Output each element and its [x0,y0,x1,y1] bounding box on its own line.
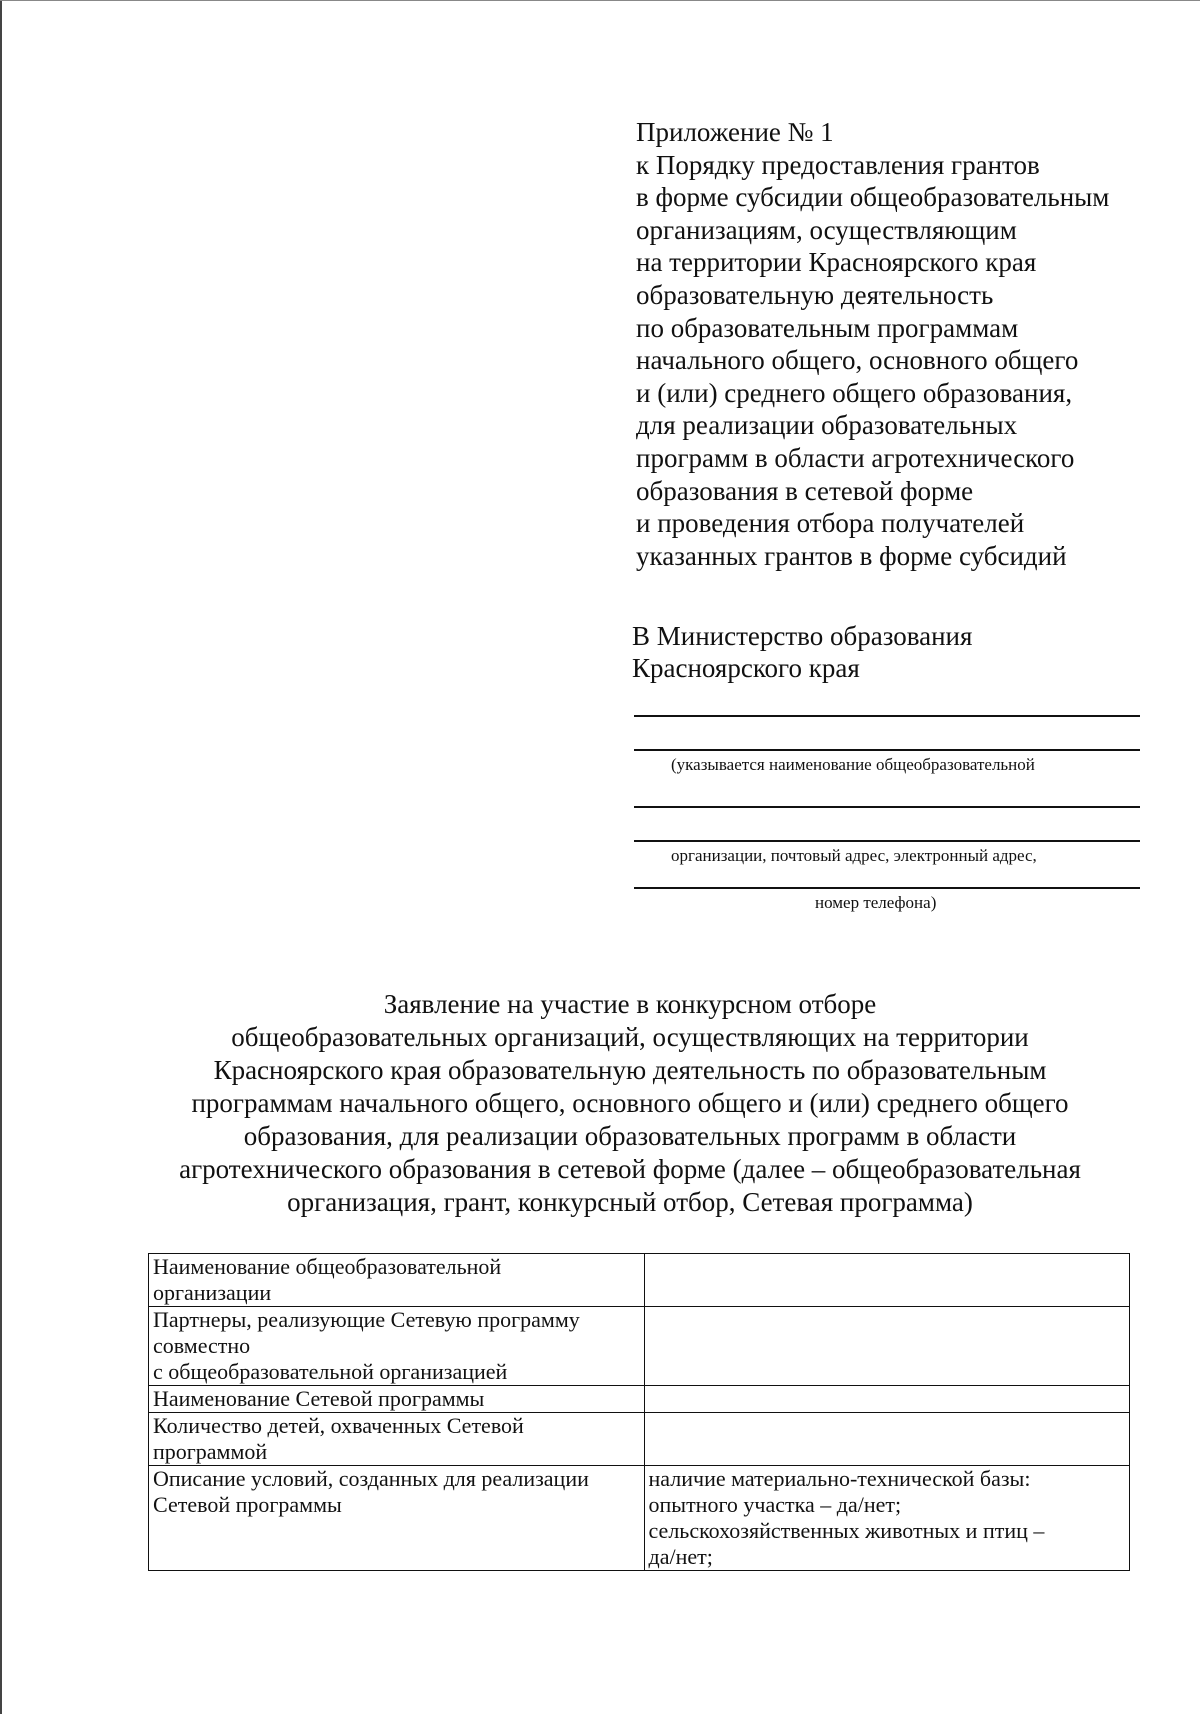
appendix-line: образования в сетевой форме [636,475,974,506]
application-table [148,1253,1130,1571]
statement-line: организация, грант, конкурсный отбор, Сетевая программа) [287,1187,973,1217]
row-label-cell [149,1307,645,1386]
cell-text: Сетевой программы [153,1492,342,1517]
appendix-line: программ в области агротехнического [636,442,1075,473]
row-label-cell [149,1466,645,1571]
cell-text: Количество детей, охваченных Сетевой [153,1413,524,1438]
statement-title [130,988,1130,1219]
appendix-line: для реализации образовательных [636,410,1018,441]
appendix-line: указанных грантов в форме субсидий [636,540,1067,571]
cell-text: да/нет; [648,1544,713,1569]
statement-line: общеобразовательных организаций, осуществляющих на территории [231,1022,1029,1052]
fill-line-3 [634,806,1140,808]
cell-text: программой [153,1439,268,1464]
appendix-line: в форме субсидии общеобразовательным [636,182,1110,213]
appendix-line: организациям, осуществляющим [636,214,1017,245]
recipient-line: Красноярского края [632,653,860,683]
statement-line: агротехнического образования в сетевой форме (далее – общеобразовательная [179,1154,1081,1184]
hint-organization-name: (указывается наименование общеобразовательной [671,755,1035,774]
row-label-cell [149,1386,645,1413]
cell-text: с общеобразовательной организацией [153,1359,508,1384]
row-value-cell[interactable] [644,1386,1129,1413]
row-label-cell [149,1413,645,1466]
fill-line-4 [634,840,1140,842]
appendix-line: и проведения отбора получателей [636,508,1025,539]
statement-line: программам начального общего, основного общего и (или) среднего общего [191,1088,1069,1118]
cell-text: Партнеры, реализующие Сетевую программу [153,1307,580,1332]
table-row [149,1413,1130,1466]
hint-address: организации, почтовый адрес, электронный адрес, [671,846,1037,865]
appendix-line: образовательную деятельность [636,279,994,310]
cell-text: наличие материально-технической базы: [648,1466,1031,1491]
scan-edge-top [0,0,1200,1]
fill-line-5 [634,887,1140,889]
statement-line: Красноярского края образовательную деятельность по образовательным [213,1055,1047,1085]
appendix-line: и (или) среднего общего образования, [636,377,1073,408]
appendix-header [636,116,1156,572]
cell-text: Описание условий, созданных для реализации [153,1466,589,1491]
appendix-line: на территории Красноярского края [636,247,1037,278]
table-row [149,1254,1130,1307]
appendix-line: по образовательным программам [636,312,1019,343]
fill-line-1 [634,715,1140,717]
cell-text: организации [153,1280,272,1305]
table-row [149,1307,1130,1386]
row-value-cell [644,1466,1129,1571]
table-row [149,1466,1130,1571]
cell-text: сельскохозяйственных животных и птиц – [648,1518,1045,1543]
appendix-line: начального общего, основного общего [636,345,1079,376]
cell-text: Наименование общеобразовательной [153,1254,502,1279]
cell-text: опытного участка – да/нет; [648,1492,902,1517]
recipient-line: В Министерство образования [632,621,973,651]
hint-phone: номер телефона) [815,893,937,912]
recipient-block [632,620,1152,684]
cell-text: совместно [153,1333,251,1358]
fill-line-2 [634,749,1140,751]
row-value-cell[interactable] [644,1307,1129,1386]
row-value-cell[interactable] [644,1254,1129,1307]
appendix-line: Приложение № 1 [636,117,834,147]
row-label-cell [149,1254,645,1307]
statement-line: образования, для реализации образовательных программ в области [243,1121,1017,1151]
scan-edge-left [0,0,2,1714]
cell-text: Наименование Сетевой программы [153,1386,485,1411]
statement-line: Заявление на участие в конкурсном отборе [383,989,877,1019]
appendix-line: к Порядку предоставления грантов [636,149,1040,180]
table-row [149,1386,1130,1413]
row-value-cell[interactable] [644,1413,1129,1466]
